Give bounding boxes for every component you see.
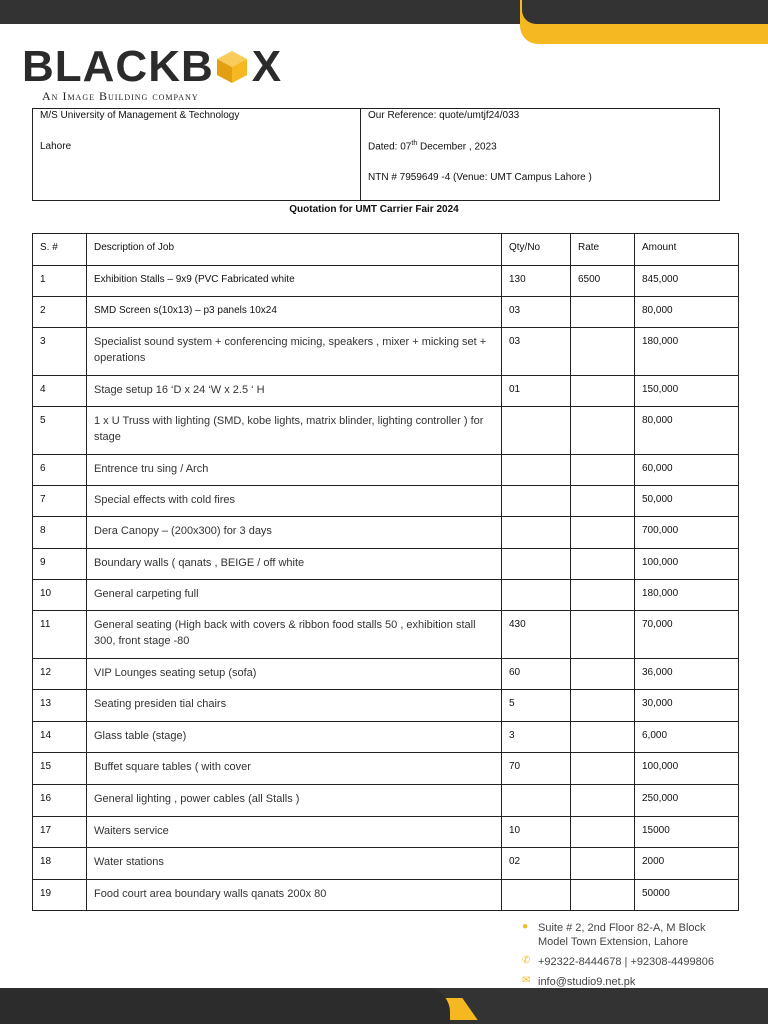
ntn-number: NTN # 7959649 -4 (Venue: UMT Campus Lahore ) (368, 172, 592, 183)
row-sn: 17 (33, 817, 87, 848)
row-qty: 3 (502, 722, 571, 753)
row-rate (571, 690, 635, 722)
client-city: Lahore (40, 141, 72, 152)
row-rate (571, 880, 635, 911)
tagline: An Image Building company (42, 89, 199, 103)
row-qty: 60 (502, 659, 571, 690)
row-description: SMD Screen s(10x13) – p3 panels 10x24 (87, 297, 502, 328)
header-qty: Qty/No (502, 234, 571, 266)
row-qty (502, 407, 571, 455)
row-description: VIP Lounges seating setup (sofa) (87, 659, 502, 690)
table-row (33, 785, 739, 817)
row-amount: 150,000 (635, 376, 739, 407)
row-description: 1 x U Truss with lighting (SMD, kobe lights, matrix blinder, lighting controller ) for stage (87, 407, 502, 455)
row-sn: 10 (33, 580, 87, 611)
table-row (33, 407, 739, 455)
table-row (33, 517, 739, 549)
row-qty: 01 (502, 376, 571, 407)
row-amount: 80,000 (635, 297, 739, 328)
table-row (33, 753, 739, 785)
row-description: General carpeting full (87, 580, 502, 611)
row-rate (571, 817, 635, 848)
address-line-2: Model Town Extension, Lahore (538, 936, 689, 948)
dated-suffix: December , 2023 (417, 141, 497, 153)
row-amount: 50,000 (635, 486, 739, 517)
row-rate (571, 611, 635, 659)
row-sn: 14 (33, 722, 87, 753)
cube-logo-icon (214, 46, 250, 82)
row-qty (502, 880, 571, 911)
table-row (33, 266, 739, 297)
row-sn: 7 (33, 486, 87, 517)
quotation-title (0, 204, 768, 215)
phone-row (522, 955, 714, 969)
row-description: Entrence tru sing / Arch (87, 455, 502, 486)
header-description: Description of Job (87, 234, 502, 266)
logo-text-b: X (251, 42, 283, 91)
table-row (33, 455, 739, 486)
row-description: Buffet square tables ( with cover (87, 753, 502, 785)
row-sn: 15 (33, 753, 87, 785)
row-sn: 9 (33, 549, 87, 580)
row-description: Waiters service (87, 817, 502, 848)
row-qty: 70 (502, 753, 571, 785)
row-rate: 6500 (571, 266, 635, 297)
row-description: Boundary walls ( qanats , BEIGE / off white (87, 549, 502, 580)
email-link[interactable]: info@studio9.net.pk (538, 976, 636, 988)
row-qty: 10 (502, 817, 571, 848)
row-amount: 80,000 (635, 407, 739, 455)
row-rate (571, 753, 635, 785)
row-description: Dera Canopy – (200x300) for 3 days (87, 517, 502, 549)
row-description: Glass table (stage) (87, 722, 502, 753)
row-qty: 03 (502, 328, 571, 376)
row-sn: 11 (33, 611, 87, 659)
row-sn: 19 (33, 880, 87, 911)
table-row (33, 486, 739, 517)
row-amount: 2000 (635, 848, 739, 880)
table-row (33, 328, 739, 376)
location-icon: ● (522, 921, 529, 932)
header-bar-overlay (522, 0, 768, 24)
row-amount: 6,000 (635, 722, 739, 753)
row-rate (571, 722, 635, 753)
row-rate (571, 848, 635, 880)
dated-prefix: Dated: 07 (368, 141, 412, 153)
table-header-row (33, 234, 739, 266)
header-rate: Rate (571, 234, 635, 266)
row-qty: 03 (502, 297, 571, 328)
row-amount: 60,000 (635, 455, 739, 486)
dated (368, 140, 497, 152)
row-rate (571, 785, 635, 817)
row-amount: 70,000 (635, 611, 739, 659)
row-amount: 180,000 (635, 580, 739, 611)
row-sn: 4 (33, 376, 87, 407)
row-rate (571, 376, 635, 407)
row-amount: 15000 (635, 817, 739, 848)
row-description: Food court area boundary walls qanats 200x 80 (87, 880, 502, 911)
row-amount: 50000 (635, 880, 739, 911)
row-amount: 100,000 (635, 549, 739, 580)
row-qty (502, 517, 571, 549)
row-description: General seating (High back with covers & ribbon food stalls 50 , exhibition stall 300, front stage -80 (87, 611, 502, 659)
row-amount: 30,000 (635, 690, 739, 722)
row-rate (571, 407, 635, 455)
row-rate (571, 549, 635, 580)
phone-icon: ✆ (522, 955, 531, 966)
email-icon: ✉ (522, 975, 531, 986)
table-row (33, 880, 739, 911)
row-sn: 6 (33, 455, 87, 486)
row-qty (502, 549, 571, 580)
row-sn: 12 (33, 659, 87, 690)
row-sn: 13 (33, 690, 87, 722)
header-amount: Amount (635, 234, 739, 266)
row-rate (571, 580, 635, 611)
row-description: Specialist sound system + conferencing micing, speakers , mixer + micking set + operations (87, 328, 502, 376)
row-description: Stage setup 16 ‘D x 24 ‘W x 2.5 ‘ H (87, 376, 502, 407)
row-qty (502, 785, 571, 817)
row-qty (502, 580, 571, 611)
row-sn: 8 (33, 517, 87, 549)
row-rate (571, 517, 635, 549)
row-sn: 5 (33, 407, 87, 455)
table-row (33, 611, 739, 659)
row-qty (502, 455, 571, 486)
email-row (522, 975, 635, 989)
table-row (33, 376, 739, 407)
row-rate (571, 297, 635, 328)
table-row (33, 848, 739, 880)
row-sn: 3 (33, 328, 87, 376)
row-qty: 5 (502, 690, 571, 722)
table-row (33, 580, 739, 611)
row-rate (571, 486, 635, 517)
row-amount: 36,000 (635, 659, 739, 690)
row-rate (571, 455, 635, 486)
logo-text-a: BLACKB (22, 42, 214, 91)
row-description: General lighting , power cables (all Stalls ) (87, 785, 502, 817)
table-row (33, 722, 739, 753)
table-row (33, 817, 739, 848)
row-qty: 130 (502, 266, 571, 297)
quotation-table (32, 233, 739, 911)
row-qty: 02 (502, 848, 571, 880)
row-description: Seating presiden tial chairs (87, 690, 502, 722)
row-description: Exhibition Stalls – 9x9 (PVC Fabricated white (87, 266, 502, 297)
client-name: M/S University of Management & Technology (40, 110, 240, 121)
row-description: Water stations (87, 848, 502, 880)
row-sn: 2 (33, 297, 87, 328)
address-row (522, 921, 706, 949)
row-amount: 700,000 (635, 517, 739, 549)
address-line-1: Suite # 2, 2nd Floor 82-A, M Block (538, 922, 706, 934)
reference-box (32, 108, 720, 201)
table-row (33, 659, 739, 690)
phone-numbers: +92322-8444678 | +92308-4499806 (538, 956, 714, 968)
row-sn: 16 (33, 785, 87, 817)
our-reference: Our Reference: quote/umtjf24/033 (368, 110, 520, 121)
row-sn: 18 (33, 848, 87, 880)
table-row (33, 690, 739, 722)
row-amount: 845,000 (635, 266, 739, 297)
row-amount: 180,000 (635, 328, 739, 376)
table-row (33, 297, 739, 328)
row-rate (571, 659, 635, 690)
row-qty: 430 (502, 611, 571, 659)
row-description: Special effects with cold fires (87, 486, 502, 517)
footer-bar-left (0, 988, 450, 1024)
row-sn: 1 (33, 266, 87, 297)
row-qty (502, 486, 571, 517)
dated-sup: th (411, 140, 418, 147)
table-row (33, 549, 739, 580)
row-rate (571, 328, 635, 376)
quotation-title-text: Quotation for UMT Carrier Fair 2024 (289, 204, 459, 215)
row-amount: 250,000 (635, 785, 739, 817)
row-amount: 100,000 (635, 753, 739, 785)
client-block (33, 109, 361, 200)
header-sn: S. # (33, 234, 87, 266)
